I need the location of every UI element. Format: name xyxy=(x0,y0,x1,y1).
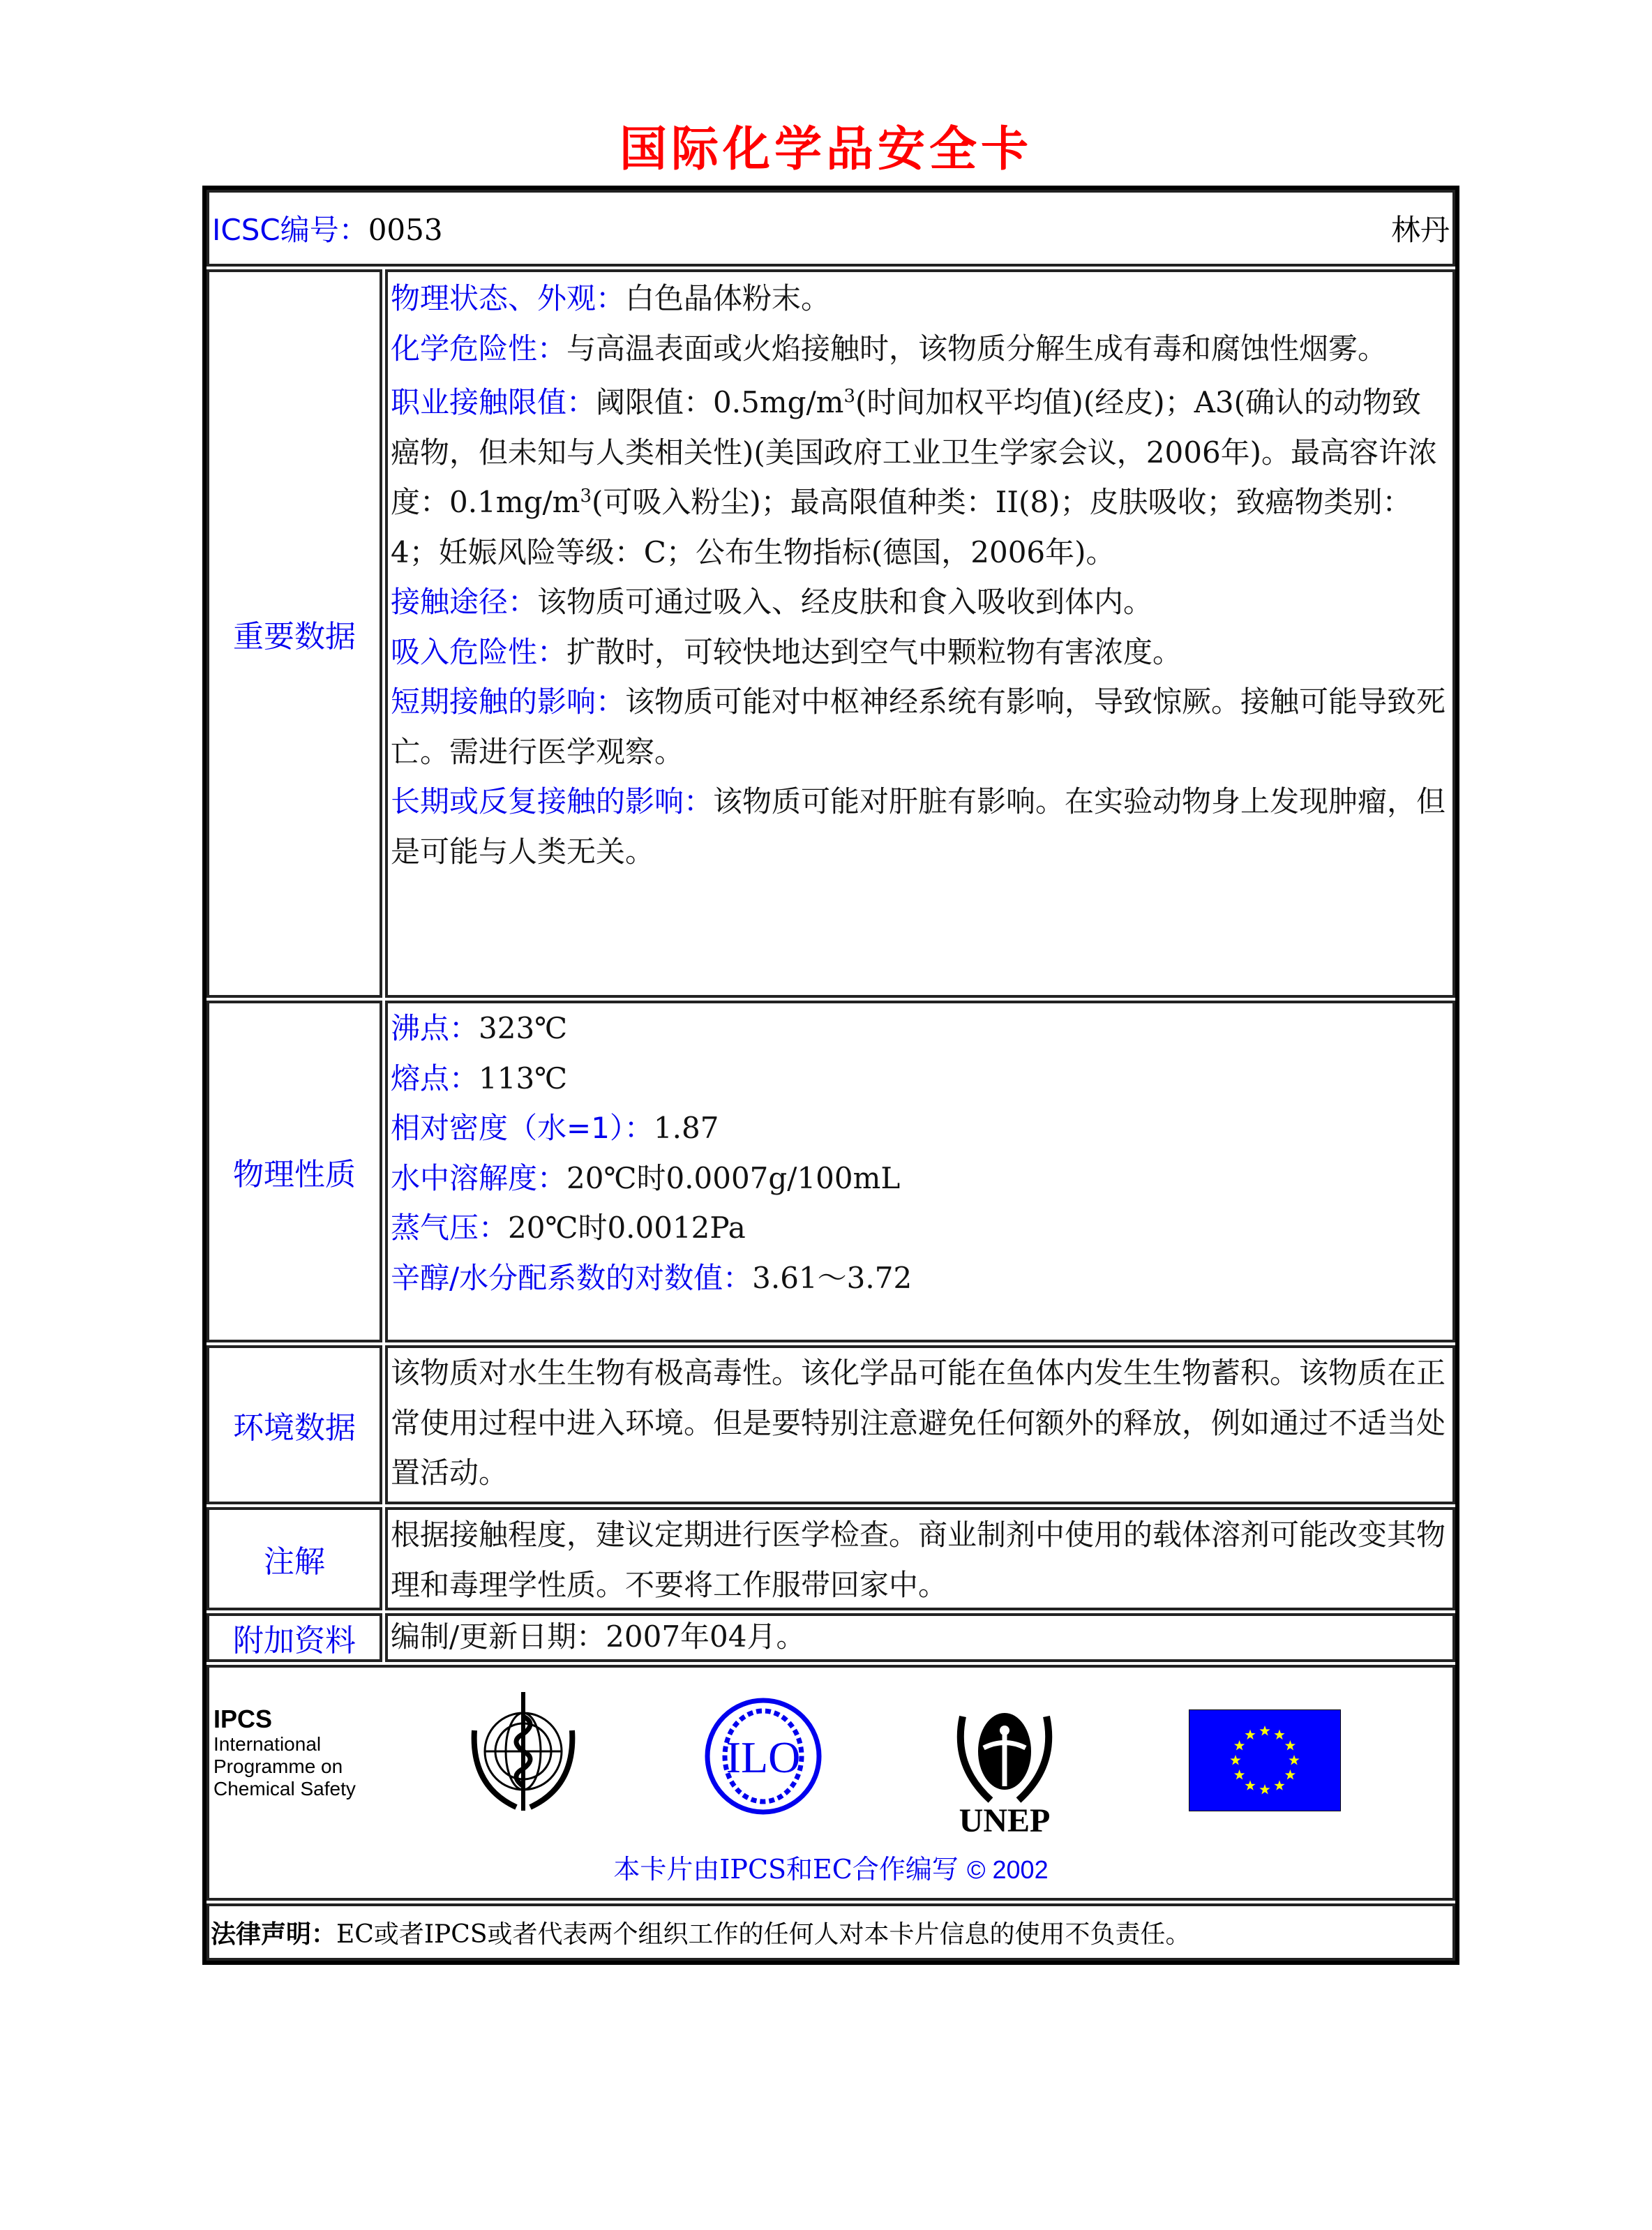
exposure-routes xyxy=(391,577,1450,627)
field-label: 水中溶解度： xyxy=(391,1160,567,1195)
environmental-label: 环境数据 xyxy=(206,1345,382,1504)
safety-card xyxy=(202,186,1459,1965)
credit-text: 本卡片由IPCS和EC合作编写 xyxy=(613,1854,959,1885)
additional-content: 编制/更新日期：2007年04月。 xyxy=(385,1613,1455,1662)
field-label: 蒸气压： xyxy=(391,1211,509,1245)
icsc-label: ICSC编号： xyxy=(212,213,368,247)
field-value: 1.87 xyxy=(653,1111,719,1145)
field-value: 与高温表面或火焰接触时，该物质分解生成有毒和腐蚀性烟雾。 xyxy=(566,331,1388,366)
field-value: 323℃ xyxy=(479,1011,568,1045)
credit-line xyxy=(209,1848,1452,1886)
field-label: 物理状态、外观： xyxy=(391,281,626,315)
ilo-text: ILO xyxy=(726,1733,801,1782)
field-label: 长期或反复接触的影响： xyxy=(391,784,714,818)
field-label: 吸入危险性： xyxy=(391,634,567,669)
icsc-number xyxy=(212,207,443,249)
field-label: 辛醇/水分配系数的对数值： xyxy=(391,1260,753,1295)
field-label: 接触途径： xyxy=(391,585,538,619)
property-row xyxy=(391,1054,1450,1104)
unep-text: UNEP xyxy=(959,1802,1051,1835)
ilo-logo-icon xyxy=(699,1696,827,1817)
icsc-value: 0053 xyxy=(368,213,443,247)
field-value: 20℃时0.0007g/100mL xyxy=(566,1160,901,1195)
field-value: 扩散时，可较快地达到空气中颗粒物有害浓度。 xyxy=(566,634,1182,669)
property-row xyxy=(391,1003,1450,1054)
ipcs-line: Programme on xyxy=(213,1756,343,1777)
field-value: 113℃ xyxy=(479,1061,568,1095)
field-label: 职业接触限值： xyxy=(391,385,596,419)
property-row xyxy=(391,1153,1450,1204)
field-label: 相对密度（水=1）： xyxy=(391,1111,654,1145)
legal-text: EC或者IPCS或者代表两个组织工作的任何人对本卡片信息的使用不负责任。 xyxy=(336,1920,1191,1949)
important-data-label: 重要数据 xyxy=(206,269,382,998)
unep-logo-icon xyxy=(949,1696,1060,1835)
field-label: 沸点： xyxy=(391,1011,479,1045)
copyright-text: © 2002 xyxy=(966,1855,1049,1884)
field-value: 20℃时0.0012Pa xyxy=(508,1211,746,1245)
legal-label: 法律声明： xyxy=(211,1920,337,1949)
short-term-effects xyxy=(391,677,1450,777)
field-value: 该物质可能对中枢神经系统有影响，导致惊厥。接触可能导致死亡。需进行医学观察。 xyxy=(391,684,1446,769)
additional-label: 附加资料 xyxy=(206,1613,382,1662)
legal-notice xyxy=(206,1903,1455,1961)
property-row xyxy=(391,1103,1450,1153)
field-value: 该物质可通过吸入、经皮肤和食入吸收到体内。 xyxy=(537,585,1153,619)
chemical-hazard xyxy=(391,324,1450,374)
exposure-limits xyxy=(391,377,1450,577)
physical-properties-content xyxy=(385,1001,1455,1342)
footer-logos xyxy=(206,1665,1455,1901)
physical-state xyxy=(391,274,1450,324)
notes-content: 根据接触程度，建议定期进行医学检查。商业制剂中使用的载体溶剂可能改变其物理和毒理学性质。不要将工作服带回家中。 xyxy=(385,1507,1455,1610)
header-row xyxy=(206,190,1455,267)
physical-properties-label: 物理性质 xyxy=(206,1001,382,1342)
field-label: 熔点： xyxy=(391,1061,479,1095)
field-value: 白色晶体粉末。 xyxy=(625,281,831,315)
ipcs-line: International xyxy=(213,1733,322,1755)
environmental-content: 该物质对水生生物有极高毒性。该化学品可能在鱼体内发生生物蓄积。该物质在正常使用过程中进入环境。但是要特别注意避免任何额外的释放，例如通过不适当处置活动。 xyxy=(385,1345,1455,1504)
field-value: (时间加权平均值)(经皮)；A3(确认的动物致癌物，但未知与人类相关性)(美国政府工业卫生学家会议，2006年)。最高容许浓度：0.1mg/m xyxy=(391,385,1438,519)
ipcs-title: IPCS xyxy=(213,1705,273,1733)
who-logo-icon xyxy=(460,1689,586,1821)
notes-label: 注解 xyxy=(206,1507,382,1610)
field-value: 3.61～3.72 xyxy=(752,1260,913,1295)
page-title: 国际化学品安全卡 xyxy=(619,122,1032,177)
property-row xyxy=(391,1203,1450,1253)
long-term-effects xyxy=(391,777,1450,876)
field-value: (可吸入粉尘)；最高限值种类：II(8)；皮肤吸收；致癌物类别：4；妊娠风险等级：C；公布生物指标(德国，2006年)。 xyxy=(391,485,1412,569)
inhalation-hazard xyxy=(391,627,1450,678)
field-value: 阈限值：0.5mg/m xyxy=(596,385,844,419)
superscript: 3 xyxy=(843,386,856,407)
field-label: 短期接触的影响： xyxy=(391,684,626,719)
ipcs-logo-text xyxy=(213,1705,356,1800)
ipcs-line: Chemical Safety xyxy=(213,1778,356,1799)
chemical-name: 林丹 xyxy=(1390,213,1450,247)
field-value: 该物质可能对肝脏有影响。在实验动物身上发现肿瘤，但是可能与人类无关。 xyxy=(391,784,1446,869)
superscript: 3 xyxy=(580,486,592,507)
important-data-content xyxy=(385,269,1455,998)
field-label: 化学危险性： xyxy=(391,331,567,366)
eu-flag-icon xyxy=(1189,1709,1341,1811)
property-row xyxy=(391,1253,1450,1303)
